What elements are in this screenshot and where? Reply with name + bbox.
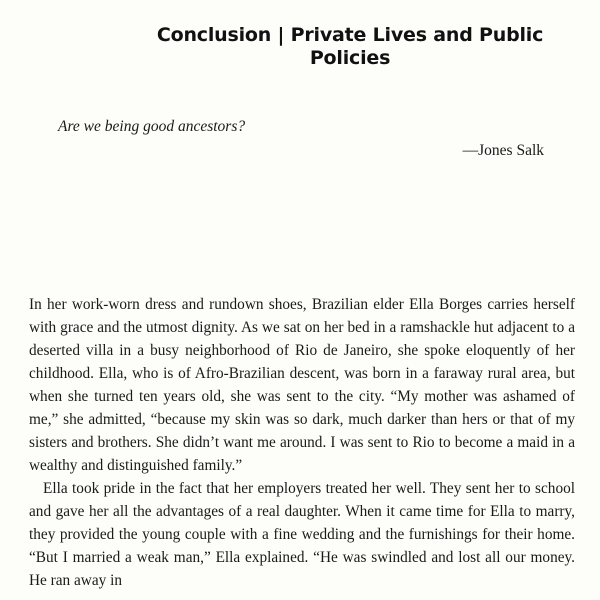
paragraph: Ella took pride in the fact that her employers treated her well. They sent her to school and gave her all the advantages of a real daughter. When it came time for Ella to marry, they provided the young couple with a fine wedding and the furnishings for their home. “But I married a weak man,” Ella explained. “He was swindled and lost all our money. He ran away in xyxy=(29,480,575,589)
paragraph: In her work-worn dress and rundown shoes, Brazilian elder Ella Borges carries herself with grace and the utmost dignity. As we sat on her bed in a ramshackle hut adjacent to a deserted villa in a busy neighborhood of Rio de Janeiro, she spoke eloquently of her childhood. Ella, who is of Afro-Brazilian descent, was born in a faraway rural area, but when she turned ten years old, she was sent to the city. “My mother was ashamed of me,” she admitted, “because my skin was so dark, much darker than hers or that of my sisters and brothers. She didn’t want me around. I was sent to Rio to become a maid in a wealthy and distinguished family.” xyxy=(29,296,575,474)
body-text xyxy=(29,293,575,592)
epigraph-attribution: —Jones Salk xyxy=(462,142,544,159)
chapter-title: Conclusion | Private Lives and Public Policies xyxy=(156,24,544,69)
epigraph-quote: Are we being good ancestors? xyxy=(58,118,246,135)
